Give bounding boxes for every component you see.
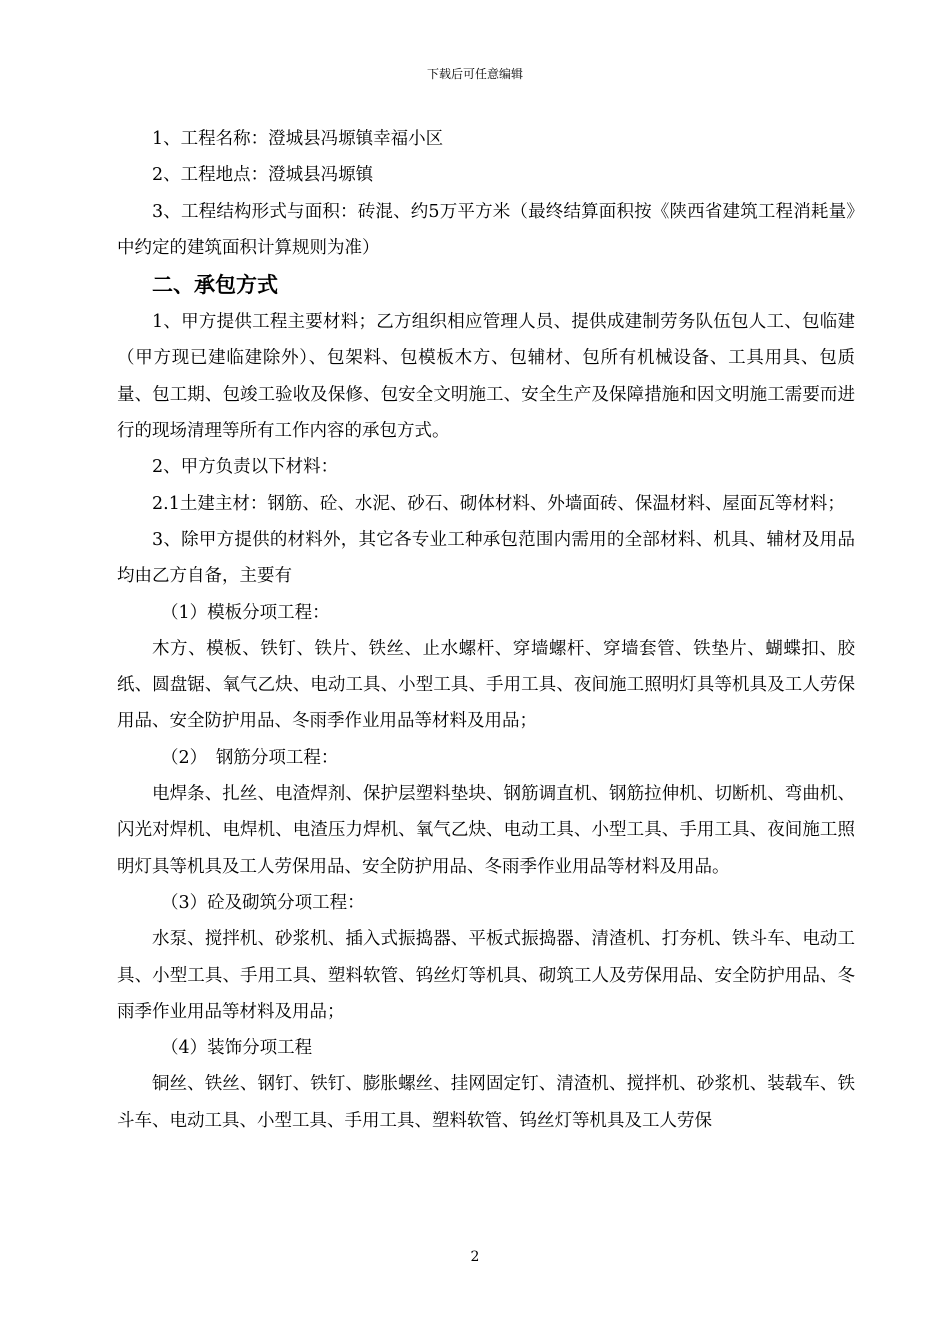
page-header: 下载后可任意编辑	[426, 67, 523, 81]
document-body	[117, 121, 855, 1139]
rebar-subheading: （2） 钢筋分项工程：	[161, 747, 339, 768]
concrete-masonry-paragraph: 水泵、搅拌机、砂浆机、插入式振捣器、平板式振捣器、清渣机、打夯机、铁斗车、电动工具、小型工具、手用工具、塑料软管、钨丝灯等机具、砌筑工人及劳保用品、安全防护用品、冬雨季作业用品等材料及用品；	[117, 929, 855, 1022]
project-name-line: 1、工程名称：澄城县冯塬镇幸福小区	[152, 129, 444, 149]
civil-materials-paragraph: 2.1土建主材：钢筋、砼、水泥、砂石、砌体材料、外墙面砖、保温材料、屋面瓦等材料；	[152, 493, 845, 514]
page-number: 2	[470, 1249, 480, 1265]
project-location-line: 2、工程地点：澄城县冯塬镇	[152, 165, 374, 186]
contract-method-paragraph: 1、甲方提供工程主要材料；乙方组织相应管理人员、提供成建制劳务队伍包人工、包临建（甲方现已建临建除外）、包架料、包模板木方、包辅材、包所有机械设备、工具用具、包质量、包工期、包竣工验收及保修、包安全文明施工、安全生产及保障措施和因文明施工需要而进行的现场清理等所有工作内容的承包方式。	[117, 312, 855, 442]
party-a-materials-line: 2、甲方负责以下材料：	[152, 457, 339, 478]
formwork-paragraph: 木方、模板、铁钉、铁片、铁丝、止水螺杆、穿墙螺杆、穿墙套管、铁垫片、蝴蝶扣、胶纸、圆盘锯、氧气乙炔、电动工具、小型工具、手用工具、夜间施工照明灯具等机具及工人劳保用品、安全防护用品、冬雨季作业用品等材料及用品；	[117, 638, 855, 732]
decoration-subheading: （4）装饰分项工程	[161, 1038, 313, 1059]
concrete-masonry-subheading: （3）砼及砌筑分项工程：	[161, 892, 365, 913]
rebar-paragraph: 电焊条、扎丝、电渣焊剂、保护层塑料垫块、钢筋调直机、钢筋拉伸机、切断机、弯曲机、闪光对焊机、电焊机、电渣压力焊机、氧气乙炔、电动工具、小型工具、手用工具、夜间施工照明灯具等机具及工人劳保用品、安全防护用品、冬雨季作业用品等材料及用品。	[117, 784, 855, 877]
party-b-materials-paragraph: 3、除甲方提供的材料外，其它各专业工种承包范围内需用的全部材料、机具、辅材及用品均由乙方自备，主要有	[117, 529, 855, 587]
section-heading-contract-method: 二、承包方式	[152, 272, 278, 298]
decoration-paragraph: 铜丝、铁丝、钢钉、铁钉、膨胀螺丝、挂网固定钉、清渣机、搅拌机、砂浆机、装载车、铁斗车、电动工具、小型工具、手用工具、塑料软管、钨丝灯等机具及工人劳保	[117, 1074, 855, 1131]
project-structure-line: 3、工程结构形式与面积：砖混、约5万平方米（最终结算面积按《陕西省建筑工程消耗量》中约定的建筑面积计算规则为准）	[117, 201, 855, 258]
formwork-subheading: （1）模板分项工程：	[161, 602, 330, 623]
